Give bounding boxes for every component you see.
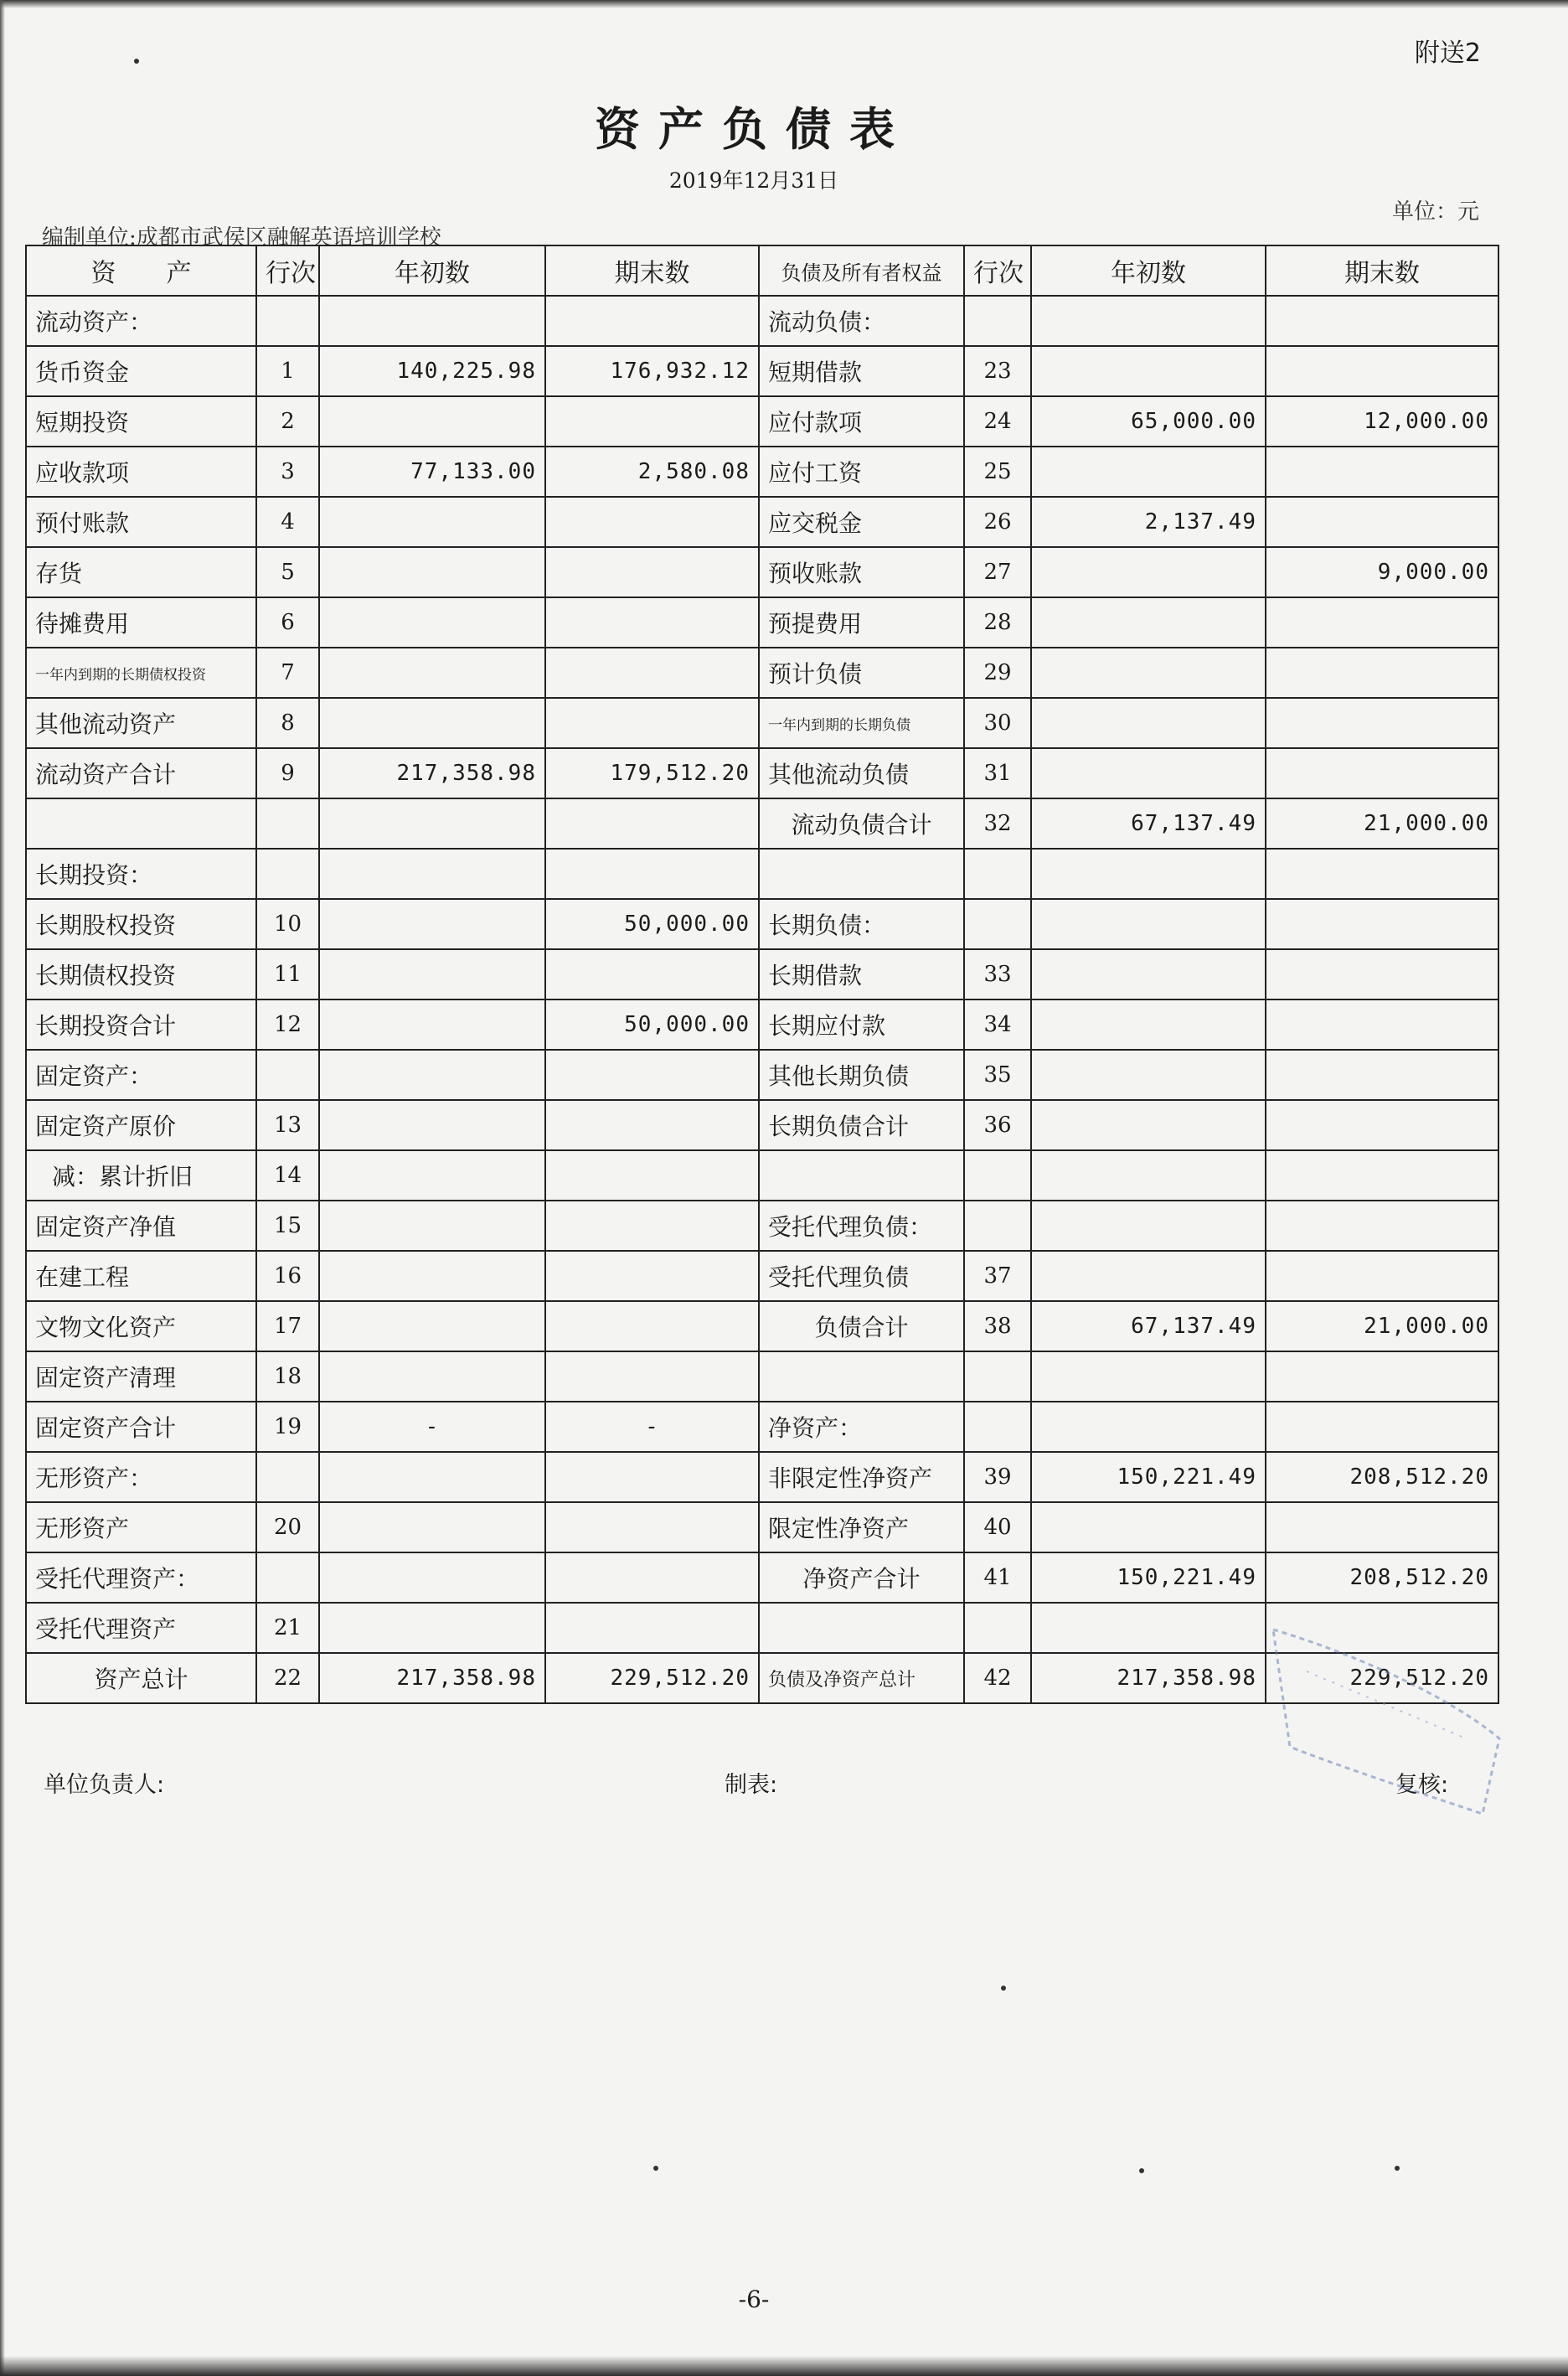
liability-begin: [1031, 949, 1266, 999]
asset-begin: [319, 949, 545, 999]
liability-end: 208,512.20: [1266, 1552, 1498, 1603]
liability-line: [964, 1351, 1031, 1402]
asset-begin: 217,358.98: [319, 748, 545, 798]
asset-line: 17: [256, 1301, 319, 1351]
liability-line: 32: [964, 798, 1031, 849]
table-row: [26, 346, 1498, 396]
asset-name: 资产总计: [26, 1653, 256, 1703]
scan-edge-left: [0, 0, 5, 2376]
liability-end: [1266, 949, 1498, 999]
asset-name: 待摊费用: [26, 597, 256, 648]
asset-end: [545, 1603, 759, 1653]
liability-end: [1266, 597, 1498, 648]
liability-name: 非限定性净资产: [759, 1452, 964, 1502]
asset-begin: 217,358.98: [319, 1653, 545, 1703]
asset-begin: [319, 1552, 545, 1603]
liability-end: [1266, 1050, 1498, 1100]
report-date: 2019年12月31日: [668, 168, 839, 193]
asset-end: [545, 849, 759, 899]
liability-line: [964, 899, 1031, 949]
signature-head: 单位负责人:: [44, 1772, 165, 1798]
asset-end: [545, 1301, 759, 1351]
table-row: [26, 1251, 1498, 1301]
liability-line: 30: [964, 698, 1031, 748]
liability-begin: [1031, 346, 1266, 396]
asset-end: [545, 396, 759, 447]
liability-name: 净资产：: [759, 1402, 964, 1452]
liability-name: 短期借款: [759, 346, 964, 396]
liability-line: [964, 1603, 1031, 1653]
liability-end: [1266, 1100, 1498, 1150]
liability-begin: [1031, 1100, 1266, 1150]
liability-line: 29: [964, 648, 1031, 698]
signature-maker: 制表:: [725, 1772, 778, 1798]
liability-line: 26: [964, 497, 1031, 547]
asset-begin: [319, 1603, 545, 1653]
liability-end: [1266, 849, 1498, 899]
asset-line: 3: [256, 447, 319, 497]
liability-begin: [1031, 698, 1266, 748]
asset-line: 4: [256, 497, 319, 547]
liability-name: 长期负债合计: [759, 1100, 964, 1150]
stamp-inner-line: [1307, 1671, 1466, 1738]
asset-end: [545, 497, 759, 547]
asset-end: [545, 597, 759, 648]
scan-speck: [1395, 2166, 1400, 2171]
balance-sheet-table: [25, 245, 1499, 1704]
asset-begin: [319, 1201, 545, 1251]
asset-name: 文物文化资产: [26, 1301, 256, 1351]
liability-name: 应付款项: [759, 396, 964, 447]
asset-line: 6: [256, 597, 319, 648]
liability-name: 预计负债: [759, 648, 964, 698]
asset-end: [545, 296, 759, 346]
liability-line: 39: [964, 1452, 1031, 1502]
asset-name: 长期投资：: [26, 849, 256, 899]
asset-end: [545, 949, 759, 999]
asset-line: [256, 1050, 319, 1100]
table-row: [26, 798, 1498, 849]
table-row: [26, 1150, 1498, 1201]
table-row: [26, 296, 1498, 346]
col-header-liabilities: 负债及所有者权益: [759, 245, 964, 296]
asset-end: [545, 1502, 759, 1552]
scan-speck: [134, 59, 139, 64]
liability-begin: [1031, 1251, 1266, 1301]
table-row: [26, 698, 1498, 748]
asset-begin: [319, 396, 545, 447]
table-row: [26, 1402, 1498, 1452]
table-row: [26, 497, 1498, 547]
liability-name: [759, 1150, 964, 1201]
liability-begin: [1031, 447, 1266, 497]
asset-name: 其他流动资产: [26, 698, 256, 748]
liability-end: [1266, 1251, 1498, 1301]
table-row: [26, 748, 1498, 798]
asset-end: [545, 1351, 759, 1402]
liability-line: 24: [964, 396, 1031, 447]
liability-name: 其他流动负债: [759, 748, 964, 798]
asset-begin: [319, 1251, 545, 1301]
liability-end: [1266, 748, 1498, 798]
liability-begin: [1031, 899, 1266, 949]
liability-line: 31: [964, 748, 1031, 798]
liability-begin: [1031, 597, 1266, 648]
scan-speck: [653, 2166, 658, 2171]
liability-name: 预提费用: [759, 597, 964, 648]
asset-line: 7: [256, 648, 319, 698]
asset-name: 货币资金: [26, 346, 256, 396]
asset-end: [545, 1552, 759, 1603]
liability-line: 35: [964, 1050, 1031, 1100]
signature-reviewer: 复核:: [1395, 1772, 1449, 1798]
stamp-outline: [1273, 1630, 1499, 1814]
liability-name: 应交税金: [759, 497, 964, 547]
asset-begin: 140,225.98: [319, 346, 545, 396]
asset-end: 179,512.20: [545, 748, 759, 798]
liability-name: 长期应付款: [759, 999, 964, 1050]
asset-name: 无形资产：: [26, 1452, 256, 1502]
liability-end: [1266, 1351, 1498, 1402]
liability-line: [964, 1150, 1031, 1201]
currency-unit: 单位：元: [1391, 199, 1479, 225]
table-body: [26, 296, 1498, 1703]
asset-line: 22: [256, 1653, 319, 1703]
asset-name: 固定资产清理: [26, 1351, 256, 1402]
col-header-line: 行次: [256, 245, 319, 296]
asset-line: 9: [256, 748, 319, 798]
liability-end: 21,000.00: [1266, 1301, 1498, 1351]
liability-name: [759, 1603, 964, 1653]
asset-line: 16: [256, 1251, 319, 1301]
asset-begin: [319, 1502, 545, 1552]
liability-name: [759, 1351, 964, 1402]
page-title: 资产负债表: [595, 103, 913, 156]
liability-end: [1266, 698, 1498, 748]
liability-begin: [1031, 999, 1266, 1050]
liability-name: 预收账款: [759, 547, 964, 597]
liability-line: 42: [964, 1653, 1031, 1703]
asset-begin: [319, 1050, 545, 1100]
liability-begin: 67,137.49: [1031, 1301, 1266, 1351]
asset-line: [256, 296, 319, 346]
liability-begin: 217,358.98: [1031, 1653, 1266, 1703]
asset-line: [256, 798, 319, 849]
asset-begin: [319, 698, 545, 748]
table-row: [26, 1502, 1498, 1552]
liability-line: 36: [964, 1100, 1031, 1150]
asset-end: [545, 1150, 759, 1201]
liability-end: [1266, 447, 1498, 497]
liability-end: [1266, 346, 1498, 396]
liability-name: [759, 849, 964, 899]
asset-name: 一年内到期的长期债权投资: [26, 648, 256, 698]
liability-begin: [1031, 849, 1266, 899]
table-row: [26, 849, 1498, 899]
asset-begin: [319, 648, 545, 698]
liability-line: [964, 1201, 1031, 1251]
liability-line: 23: [964, 346, 1031, 396]
scan-edge-top: [0, 0, 1568, 8]
asset-begin: [319, 1150, 545, 1201]
liability-end: [1266, 1150, 1498, 1201]
liability-end: [1266, 1201, 1498, 1251]
asset-begin: [319, 798, 545, 849]
liability-end: [1266, 1402, 1498, 1452]
asset-line: 15: [256, 1201, 319, 1251]
table-row: [26, 597, 1498, 648]
liability-line: 37: [964, 1251, 1031, 1301]
liability-end: [1266, 497, 1498, 547]
table-header-row: [26, 245, 1498, 296]
asset-name: 长期投资合计: [26, 999, 256, 1050]
asset-line: 2: [256, 396, 319, 447]
asset-begin: 77,133.00: [319, 447, 545, 497]
asset-end: [545, 1100, 759, 1150]
asset-begin: [319, 296, 545, 346]
asset-name: 存货: [26, 547, 256, 597]
asset-line: 10: [256, 899, 319, 949]
table-row: [26, 1100, 1498, 1150]
page-number: -6-: [738, 2286, 770, 2313]
asset-name: 受托代理资产：: [26, 1552, 256, 1603]
liability-begin: 65,000.00: [1031, 396, 1266, 447]
liability-name: 负债合计: [759, 1301, 964, 1351]
liability-name: 负债及净资产总计: [759, 1653, 964, 1703]
liability-name: 长期借款: [759, 949, 964, 999]
asset-end: 176,932.12: [545, 346, 759, 396]
table-row: [26, 899, 1498, 949]
asset-line: 1: [256, 346, 319, 396]
asset-name: 长期债权投资: [26, 949, 256, 999]
asset-begin: [319, 999, 545, 1050]
liability-begin: [1031, 1402, 1266, 1452]
asset-line: 14: [256, 1150, 319, 1201]
asset-end: [545, 547, 759, 597]
liability-end: 208,512.20: [1266, 1452, 1498, 1502]
table-row: [26, 447, 1498, 497]
asset-end: [545, 1201, 759, 1251]
asset-name: 预付账款: [26, 497, 256, 547]
liability-begin: 150,221.49: [1031, 1552, 1266, 1603]
compiling-unit: 编制单位:成都市武侯区融解英语培训学校: [42, 225, 441, 251]
liability-end: 229,512.20: [1266, 1653, 1498, 1703]
col-header-begin: 年初数: [319, 245, 545, 296]
asset-name: 固定资产：: [26, 1050, 256, 1100]
liability-end: [1266, 1502, 1498, 1552]
asset-line: 11: [256, 949, 319, 999]
asset-end: [545, 648, 759, 698]
liability-end: [1266, 899, 1498, 949]
asset-end: 229,512.20: [545, 1653, 759, 1703]
liability-end: 12,000.00: [1266, 396, 1498, 447]
asset-name: 固定资产净值: [26, 1201, 256, 1251]
liability-line: 40: [964, 1502, 1031, 1552]
liability-line: [964, 1402, 1031, 1452]
table-row: [26, 648, 1498, 698]
asset-end: -: [545, 1402, 759, 1452]
liability-line: 28: [964, 597, 1031, 648]
asset-end: [545, 1452, 759, 1502]
col-header-begin2: 年初数: [1031, 245, 1266, 296]
asset-line: 21: [256, 1603, 319, 1653]
liability-end: 9,000.00: [1266, 547, 1498, 597]
faded-stamp: [1256, 1621, 1508, 1822]
table-row: [26, 1351, 1498, 1402]
table-row: [26, 1301, 1498, 1351]
asset-begin: [319, 547, 545, 597]
liability-begin: [1031, 1201, 1266, 1251]
scan-speck: [1139, 2168, 1144, 2173]
asset-line: 20: [256, 1502, 319, 1552]
asset-name: 在建工程: [26, 1251, 256, 1301]
asset-name: 长期股权投资: [26, 899, 256, 949]
asset-name: 短期投资: [26, 396, 256, 447]
liability-name: 受托代理负债：: [759, 1201, 964, 1251]
table-row: [26, 999, 1498, 1050]
liability-name: 流动负债：: [759, 296, 964, 346]
asset-end: [545, 1050, 759, 1100]
asset-line: 13: [256, 1100, 319, 1150]
liability-begin: [1031, 1150, 1266, 1201]
asset-line: 5: [256, 547, 319, 597]
asset-line: 8: [256, 698, 319, 748]
liability-name: 净资产合计: [759, 1552, 964, 1603]
asset-name: 减：累计折旧: [26, 1150, 256, 1201]
table-row: [26, 949, 1498, 999]
col-header-end2: 期末数: [1266, 245, 1498, 296]
liability-name: 一年内到期的长期负债: [759, 698, 964, 748]
asset-line: [256, 849, 319, 899]
liability-begin: 2,137.49: [1031, 497, 1266, 547]
asset-line: [256, 1452, 319, 1502]
asset-name: 受托代理资产: [26, 1603, 256, 1653]
asset-line: 19: [256, 1402, 319, 1452]
asset-line: 18: [256, 1351, 319, 1402]
col-header-assets: 资 产: [26, 245, 256, 296]
col-header-line2: 行次: [964, 245, 1031, 296]
liability-line: 27: [964, 547, 1031, 597]
liability-line: [964, 849, 1031, 899]
liability-line: [964, 296, 1031, 346]
table-row: [26, 1201, 1498, 1251]
liability-name: 其他长期负债: [759, 1050, 964, 1100]
liability-line: 25: [964, 447, 1031, 497]
asset-name: 固定资产原价: [26, 1100, 256, 1150]
asset-begin: [319, 1301, 545, 1351]
liability-name: 流动负债合计: [759, 798, 964, 849]
table-row: [26, 1050, 1498, 1100]
liability-end: [1266, 296, 1498, 346]
asset-end: [545, 1251, 759, 1301]
asset-end: [545, 798, 759, 849]
liability-line: 41: [964, 1552, 1031, 1603]
liability-begin: [1031, 1502, 1266, 1552]
liability-line: 34: [964, 999, 1031, 1050]
asset-name: 流动资产：: [26, 296, 256, 346]
liability-begin: [1031, 648, 1266, 698]
liability-name: 限定性净资产: [759, 1502, 964, 1552]
liability-end: [1266, 648, 1498, 698]
liability-line: 38: [964, 1301, 1031, 1351]
liability-begin: [1031, 547, 1266, 597]
liability-begin: [1031, 748, 1266, 798]
asset-name: 流动资产合计: [26, 748, 256, 798]
col-header-end: 期末数: [545, 245, 759, 296]
annex-label: 附送2: [1414, 39, 1481, 68]
liability-begin: [1031, 1603, 1266, 1653]
table-row: [26, 547, 1498, 597]
asset-line: 12: [256, 999, 319, 1050]
liability-name: 应付工资: [759, 447, 964, 497]
asset-begin: [319, 497, 545, 547]
asset-begin: [319, 1351, 545, 1402]
liability-begin: 67,137.49: [1031, 798, 1266, 849]
scan-edge-bottom: [0, 2356, 1568, 2376]
asset-end: 2,580.08: [545, 447, 759, 497]
liability-begin: [1031, 296, 1266, 346]
liability-name: 长期负债：: [759, 899, 964, 949]
asset-end: 50,000.00: [545, 999, 759, 1050]
asset-begin: [319, 899, 545, 949]
liability-end: [1266, 999, 1498, 1050]
table-row: [26, 1452, 1498, 1502]
asset-begin: [319, 597, 545, 648]
asset-name: [26, 798, 256, 849]
liability-line: 33: [964, 949, 1031, 999]
asset-begin: [319, 849, 545, 899]
scan-speck: [1001, 1986, 1006, 1991]
asset-end: [545, 698, 759, 748]
liability-begin: 150,221.49: [1031, 1452, 1266, 1502]
asset-begin: -: [319, 1402, 545, 1452]
asset-end: 50,000.00: [545, 899, 759, 949]
asset-begin: [319, 1100, 545, 1150]
liability-name: 受托代理负债: [759, 1251, 964, 1301]
asset-name: 固定资产合计: [26, 1402, 256, 1452]
table-row: [26, 1552, 1498, 1603]
asset-name: 应收款项: [26, 447, 256, 497]
asset-name: 无形资产: [26, 1502, 256, 1552]
liability-begin: [1031, 1351, 1266, 1402]
liability-end: 21,000.00: [1266, 798, 1498, 849]
asset-begin: [319, 1452, 545, 1502]
asset-line: [256, 1552, 319, 1603]
table-row: [26, 396, 1498, 447]
liability-begin: [1031, 1050, 1266, 1100]
